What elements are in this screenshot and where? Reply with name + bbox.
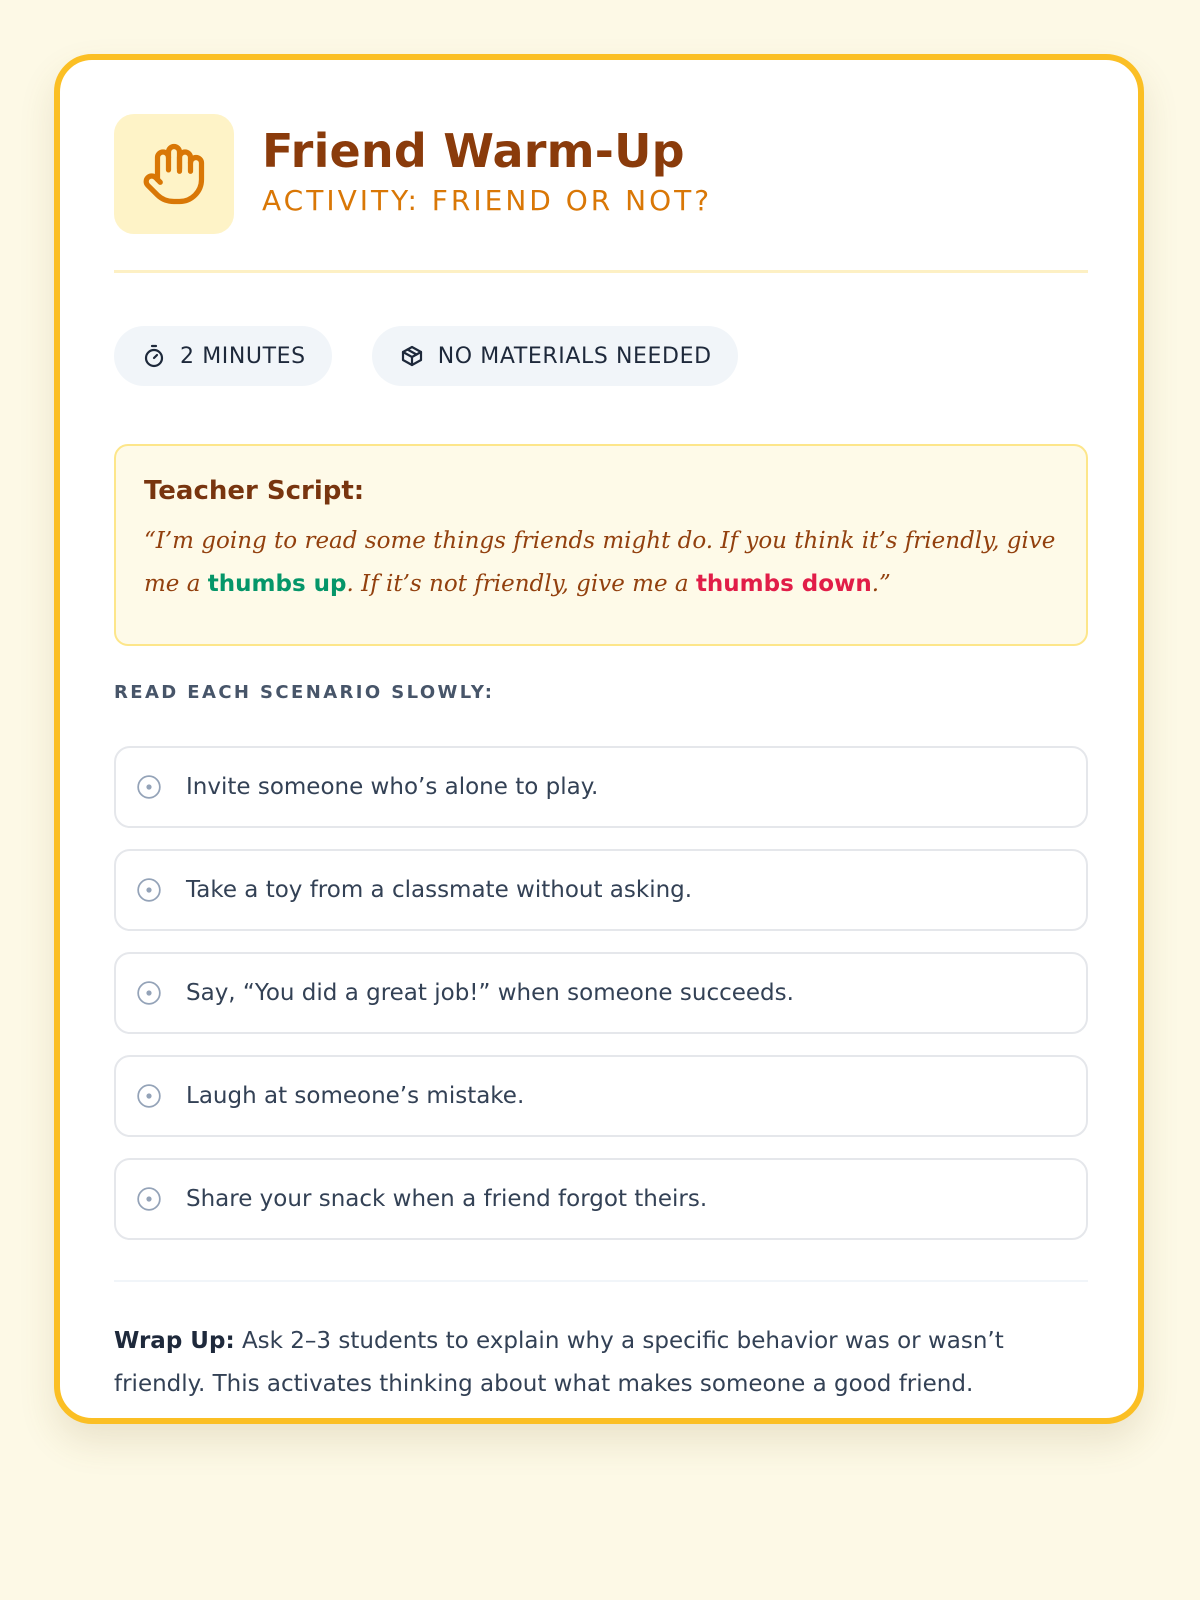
- wrap-up-label: Wrap Up:: [114, 1328, 235, 1354]
- meta-pills: [114, 326, 778, 386]
- scenario-item[interactable]: [114, 1055, 1088, 1137]
- thumbs-up-text: thumbs up: [207, 571, 347, 597]
- hand-icon: [141, 141, 207, 207]
- scenario-item[interactable]: [114, 952, 1088, 1034]
- materials-badge: [372, 326, 738, 386]
- script-text: [144, 520, 1058, 606]
- page-title: Friend Warm-Up: [262, 123, 685, 178]
- radio-dot-icon: [136, 1186, 162, 1212]
- activity-card: [54, 54, 1144, 1424]
- radio-dot-icon: [136, 980, 162, 1006]
- scenario-item[interactable]: [114, 746, 1088, 828]
- radio-dot-icon: [136, 877, 162, 903]
- radio-dot-icon: [136, 1083, 162, 1109]
- script-text-part2: . If it’s not friendly, give me a: [346, 571, 696, 597]
- scenario-text: Say, “You did a great job!” when someone succeeds.: [186, 980, 794, 1006]
- header-icon-tile: [114, 114, 234, 234]
- scenario-text: Invite someone who’s alone to play.: [186, 774, 599, 800]
- header-divider: [114, 270, 1088, 273]
- duration-label: 2 MINUTES: [180, 343, 306, 369]
- scenario-list: [114, 746, 1088, 1261]
- page-subtitle: ACTIVITY: FRIEND OR NOT?: [262, 183, 713, 217]
- wrap-up-text: [114, 1320, 1088, 1406]
- section-divider: [114, 1280, 1088, 1282]
- scenario-item[interactable]: [114, 1158, 1088, 1240]
- script-text-part3: .”: [871, 571, 891, 597]
- timer-icon: [142, 344, 166, 368]
- scenario-text: Share your snack when a friend forgot theirs.: [186, 1186, 708, 1212]
- materials-label: NO MATERIALS NEEDED: [437, 343, 712, 369]
- scenario-text: Take a toy from a classmate without asking.: [186, 877, 693, 903]
- script-text-part1: “I’m going to read some things friends might do. If you think it’s friendly, give me a: [144, 528, 1056, 597]
- teacher-script-box: [114, 444, 1088, 646]
- script-heading: Teacher Script:: [144, 476, 365, 506]
- scenario-item[interactable]: [114, 849, 1088, 931]
- radio-dot-icon: [136, 774, 162, 800]
- card-header: [114, 114, 712, 234]
- scenario-text: Laugh at someone’s mistake.: [186, 1083, 525, 1109]
- wrap-up-body: Ask 2–3 students to explain why a specific behavior was or wasn’t friendly. This activates thinking about what makes someone a good friend.: [114, 1328, 1004, 1397]
- box-icon: [400, 344, 424, 368]
- thumbs-down-text: thumbs down: [695, 571, 872, 597]
- duration-badge: [114, 326, 332, 386]
- scenarios-heading: READ EACH SCENARIO SLOWLY:: [114, 682, 495, 703]
